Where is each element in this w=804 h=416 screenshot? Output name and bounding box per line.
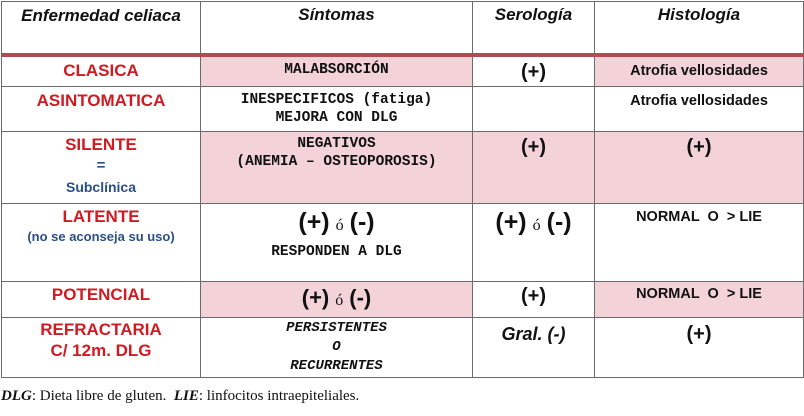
type-name: CLASICA — [63, 60, 139, 80]
sintomas-line-2: MEJORA CON DLG — [275, 110, 398, 126]
sintomas-positive: (+) — [301, 285, 330, 310]
cell-histologia — [595, 55, 804, 87]
table-row-clasica — [2, 55, 804, 87]
cell-type — [2, 55, 201, 87]
cell-histologia — [595, 204, 804, 282]
sintomas-line-2: RESPONDEN A DLG — [271, 244, 402, 260]
sintomas-negative: (-) — [349, 208, 375, 236]
footnote-def-lie: : linfocitos intraepiteliales. — [198, 388, 360, 404]
cell-histologia — [595, 87, 804, 132]
histologia-text: NORMAL O > LIE — [636, 286, 762, 302]
table-row-potencial — [2, 282, 804, 318]
sintomas-line-3: RECURRENTES — [290, 358, 383, 374]
cell-histologia — [595, 318, 804, 378]
serologia-positive: (+) — [495, 208, 527, 236]
cell-serologia — [473, 55, 595, 87]
cell-serologia — [473, 282, 595, 318]
serologia-or: ó — [532, 217, 541, 234]
footnote-abbr-lie: LIE — [173, 388, 199, 404]
cell-serologia — [473, 132, 595, 204]
sintomas-positive: (+) — [298, 208, 330, 236]
serologia-value: (+) — [521, 285, 546, 307]
cell-sintomas — [201, 87, 473, 132]
cell-sintomas — [201, 204, 473, 282]
cell-sintomas — [201, 282, 473, 318]
footnote-def-dlg: : Dieta libre de gluten. — [31, 388, 174, 404]
serologia-value: (+) — [521, 60, 546, 83]
header-enfermedad-celiaca: Enfermedad celiaca — [2, 2, 201, 55]
cell-sintomas — [201, 132, 473, 204]
histologia-value: (+) — [686, 136, 712, 158]
header-row — [2, 2, 804, 55]
sintomas-text: MALABSORCIÓN — [284, 61, 389, 78]
serologia-value: (+) — [521, 136, 546, 158]
histologia-text: Atrofia vellosidades — [630, 62, 768, 79]
table-row-asintomatica — [2, 87, 804, 132]
sintomas-line-1: PERSISTENTES — [286, 320, 387, 336]
type-subname: Subclínica — [65, 179, 137, 195]
type-name: SILENTE — [65, 135, 137, 154]
sintomas-line-2: O — [332, 339, 341, 355]
cell-sintomas — [201, 318, 473, 378]
sintomas-or: ó — [335, 217, 344, 234]
header-sintomas: Síntomas — [201, 2, 473, 55]
type-name-line-1: REFRACTARIA — [40, 320, 162, 339]
type-name: LATENTE — [62, 207, 140, 226]
cell-type — [2, 204, 201, 282]
cell-type — [2, 87, 201, 132]
cell-histologia — [595, 282, 804, 318]
cell-serologia — [473, 204, 595, 282]
cell-type — [2, 282, 201, 318]
cell-type — [2, 318, 201, 378]
serologia-negative: (-) — [546, 208, 572, 236]
type-name: POTENCIAL — [51, 285, 151, 304]
table-row-silente — [2, 132, 804, 204]
sintomas-line-1: INESPECIFICOS (fatiga) — [240, 92, 433, 108]
footnote — [1, 388, 801, 405]
serologia-value: Gral. (-) — [501, 324, 566, 344]
celiac-classification-table — [1, 1, 804, 378]
histologia-text: NORMAL O > LIE — [636, 209, 762, 225]
table-row-latente — [2, 204, 804, 282]
cell-type — [2, 132, 201, 204]
cell-histologia — [595, 132, 804, 204]
header-histologia: Histología — [595, 2, 804, 55]
equals-sign: = — [96, 157, 106, 174]
histologia-value: (+) — [686, 323, 712, 345]
table-row-refractaria — [2, 318, 804, 378]
sintomas-line-2: (ANEMIA – OSTEOPOROSIS) — [236, 154, 437, 170]
histologia-text: Atrofia vellosidades — [630, 93, 768, 109]
type-subname: (no se aconseja su uso) — [27, 229, 175, 244]
sintomas-negative: (-) — [349, 285, 372, 310]
sintomas-or: ó — [335, 292, 344, 309]
cell-serologia — [473, 318, 595, 378]
type-name: ASINTOMATICA — [36, 91, 166, 110]
footnote-abbr-dlg: DLG — [1, 388, 32, 404]
cell-sintomas — [201, 55, 473, 87]
header-serologia: Serología — [473, 2, 595, 55]
cell-serologia — [473, 87, 595, 132]
sintomas-line-1: NEGATIVOS — [297, 136, 376, 152]
type-name-line-2: C/ 12m. DLG — [50, 341, 152, 360]
